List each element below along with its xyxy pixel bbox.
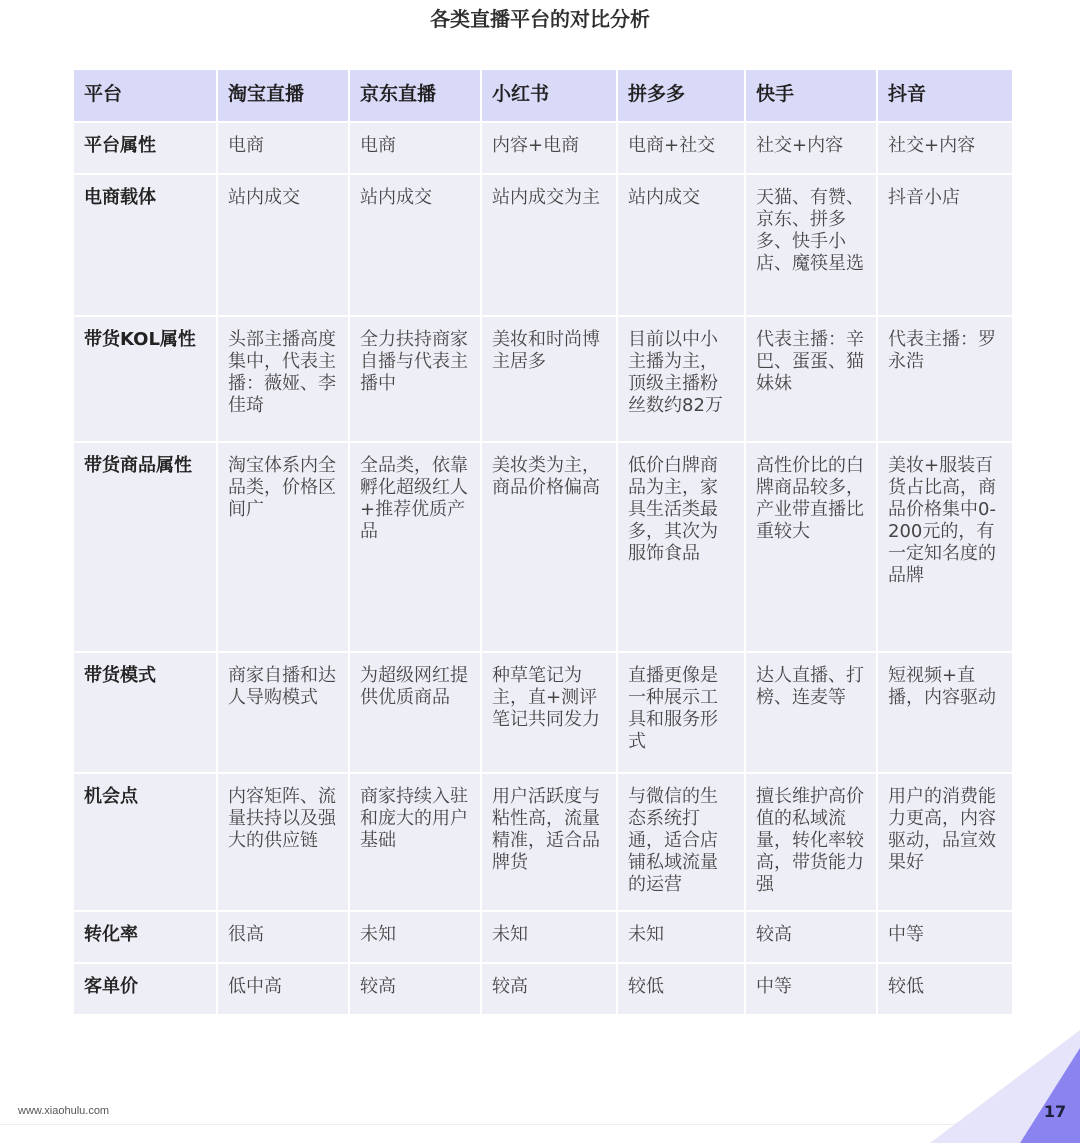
table-cell: 社交+内容 xyxy=(746,123,876,173)
table-cell: 较低 xyxy=(878,964,1012,1014)
row-header-cell: 平台属性 xyxy=(74,123,216,173)
table-row xyxy=(74,317,1012,441)
table-cell: 短视频+直播，内容驱动 xyxy=(878,653,1012,772)
table-row xyxy=(74,175,1012,315)
table-cell: 全力扶持商家自播与代表主播中 xyxy=(350,317,480,441)
table-cell: 中等 xyxy=(746,964,876,1014)
header-cell-jd: 京东直播 xyxy=(350,70,480,121)
table-cell: 社交+内容 xyxy=(878,123,1012,173)
table-cell: 低中高 xyxy=(218,964,348,1014)
row-header-cell: 电商载体 xyxy=(74,175,216,315)
table-cell: 用户的消费能力更高，内容驱动，品宣效果好 xyxy=(878,774,1012,910)
table-row xyxy=(74,443,1012,651)
row-header-cell: 转化率 xyxy=(74,912,216,962)
table-cell: 代表主播：罗永浩 xyxy=(878,317,1012,441)
table-cell: 代表主播：辛巴、蛋蛋、猫妹妹 xyxy=(746,317,876,441)
table-cell: 擅长维护高价值的私域流量，转化率较高，带货能力强 xyxy=(746,774,876,910)
table-cell: 未知 xyxy=(350,912,480,962)
table-cell: 电商+社交 xyxy=(618,123,744,173)
table-cell: 很高 xyxy=(218,912,348,962)
header-cell-taobao: 淘宝直播 xyxy=(218,70,348,121)
table-cell: 全品类，依靠孵化超级红人+推荐优质产品 xyxy=(350,443,480,651)
header-cell-kuaishou: 快手 xyxy=(746,70,876,121)
table-cell: 抖音小店 xyxy=(878,175,1012,315)
table-cell: 头部主播高度集中，代表主播：薇娅、李佳琦 xyxy=(218,317,348,441)
table-cell: 高性价比的白牌商品较多，产业带直播比重较大 xyxy=(746,443,876,651)
corner-triangle-decoration xyxy=(900,1030,1080,1143)
table-cell: 站内成交 xyxy=(618,175,744,315)
header-cell-douyin: 抖音 xyxy=(878,70,1012,121)
table-cell: 目前以中小主播为主，顶级主播粉丝数约82万 xyxy=(618,317,744,441)
table-cell: 站内成交 xyxy=(218,175,348,315)
header-cell-pinduoduo: 拼多多 xyxy=(618,70,744,121)
header-row xyxy=(74,70,1012,121)
table-cell: 商家自播和达人导购模式 xyxy=(218,653,348,772)
row-header-cell: 带货KOL属性 xyxy=(74,317,216,441)
table-cell: 较高 xyxy=(746,912,876,962)
table-row xyxy=(74,774,1012,910)
comparison-table xyxy=(72,68,1014,1016)
row-header-cell: 带货商品属性 xyxy=(74,443,216,651)
table-cell: 未知 xyxy=(618,912,744,962)
table-cell: 用户活跃度与粘性高，流量精准，适合品牌货 xyxy=(482,774,616,910)
table-cell: 电商 xyxy=(350,123,480,173)
table-cell: 电商 xyxy=(218,123,348,173)
table-cell: 与微信的生态系统打通，适合店铺私域流量的运营 xyxy=(618,774,744,910)
table-cell: 未知 xyxy=(482,912,616,962)
table-cell: 美妆+服装百货占比高，商品价格集中0-200元的，有一定知名度的品牌 xyxy=(878,443,1012,651)
table-cell: 达人直播、打榜、连麦等 xyxy=(746,653,876,772)
table-cell: 美妆和时尚博主居多 xyxy=(482,317,616,441)
table-cell: 站内成交 xyxy=(350,175,480,315)
row-header-cell: 带货模式 xyxy=(74,653,216,772)
table-row xyxy=(74,653,1012,772)
table-row xyxy=(74,912,1012,962)
table-cell: 较高 xyxy=(350,964,480,1014)
table-cell: 淘宝体系内全品类，价格区间广 xyxy=(218,443,348,651)
table-cell: 中等 xyxy=(878,912,1012,962)
table-cell: 为超级网红提供优质商品 xyxy=(350,653,480,772)
row-header-cell: 客单价 xyxy=(74,964,216,1014)
table-cell: 内容+电商 xyxy=(482,123,616,173)
header-cell-platform: 平台 xyxy=(74,70,216,121)
table-row xyxy=(74,123,1012,173)
table-cell: 天猫、有赞、京东、拼多多、快手小店、魔筷星选 xyxy=(746,175,876,315)
table-cell: 低价白牌商品为主，家具生活类最多，其次为服饰食品 xyxy=(618,443,744,651)
page-number: 17 xyxy=(1043,1102,1067,1121)
table-cell: 内容矩阵、流量扶持以及强大的供应链 xyxy=(218,774,348,910)
table-cell: 较高 xyxy=(482,964,616,1014)
row-header-cell: 机会点 xyxy=(74,774,216,910)
table-cell: 种草笔记为主，直+测评笔记共同发力 xyxy=(482,653,616,772)
table-cell: 站内成交为主 xyxy=(482,175,616,315)
table-cell: 直播更像是一种展示工具和服务形式 xyxy=(618,653,744,772)
page-title: 各类直播平台的对比分析 xyxy=(430,7,650,31)
footer-url: www.xiaohulu.com xyxy=(18,1105,110,1117)
table-row xyxy=(74,964,1012,1014)
header-cell-xiaohongshu: 小红书 xyxy=(482,70,616,121)
table-cell: 较低 xyxy=(618,964,744,1014)
table-cell: 商家持续入驻和庞大的用户基础 xyxy=(350,774,480,910)
table-cell: 美妆类为主，商品价格偏高 xyxy=(482,443,616,651)
